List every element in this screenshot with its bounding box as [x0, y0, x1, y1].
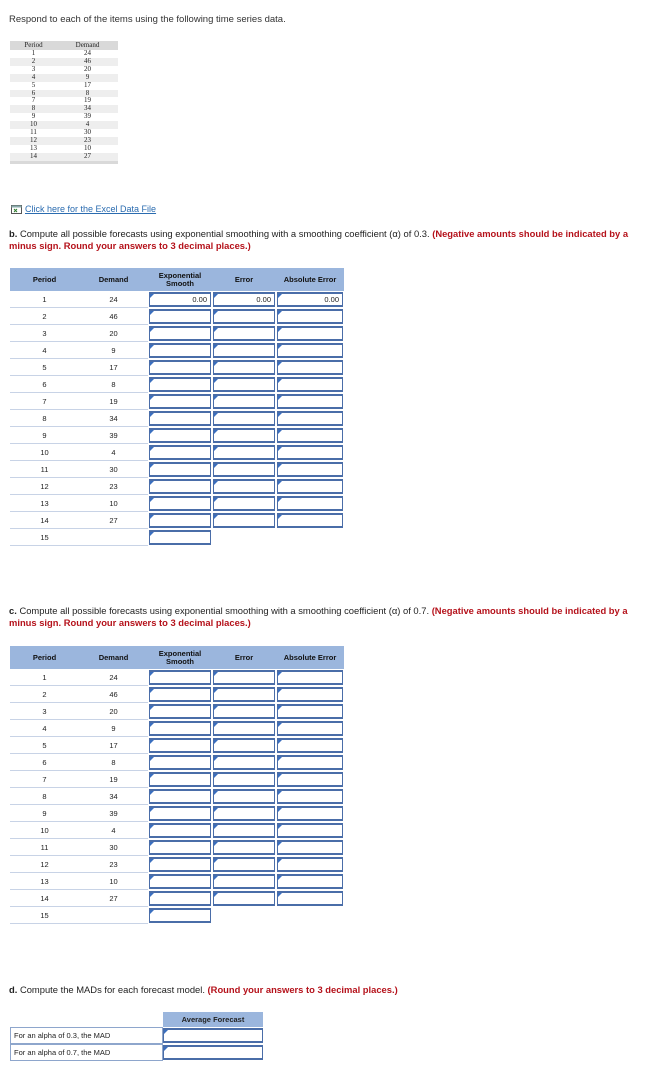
table-row	[10, 720, 344, 737]
data-row	[10, 145, 118, 153]
table-row	[10, 461, 344, 478]
alpha-0-3-error-input[interactable]	[213, 462, 275, 477]
demand-cell: 4	[57, 121, 118, 129]
table-row	[10, 669, 344, 686]
alpha-0-3-smooth-input[interactable]: 0.00	[149, 292, 211, 307]
table-row	[10, 703, 344, 720]
alpha-0-3-error-input[interactable]	[213, 428, 275, 443]
demand-cell: 30	[84, 128, 91, 137]
period-cell: 12	[10, 137, 57, 145]
period-cell: 6	[10, 90, 57, 98]
alpha-0-7-smooth-input[interactable]	[149, 874, 211, 889]
period-cell: 11	[10, 839, 79, 856]
table-row	[10, 839, 344, 856]
table-row	[10, 342, 344, 359]
demand-cell: 20	[79, 325, 148, 342]
data-header: Demand	[57, 41, 118, 50]
alpha-0-3-abs-error-input[interactable]: 0.00	[277, 292, 343, 307]
alpha-0-7-error-input[interactable]	[213, 755, 275, 770]
demand-cell: 24	[79, 291, 148, 308]
table-row	[10, 788, 344, 805]
period-cell: 2	[10, 308, 79, 325]
table-row	[10, 325, 344, 342]
mad-header-blank	[10, 1012, 163, 1027]
alpha-0-3-abs-error-input[interactable]	[277, 445, 343, 460]
data-row	[10, 97, 118, 105]
column-header: Period	[10, 646, 79, 669]
demand-cell: 9	[57, 74, 118, 82]
forecast-table-alpha-0-7	[10, 646, 344, 924]
demand-cell: 34	[57, 105, 118, 113]
period-cell: 11	[30, 128, 37, 137]
table-row	[10, 771, 344, 788]
period-cell: 13	[30, 143, 37, 152]
alpha-0-7-smooth-input[interactable]	[149, 823, 211, 838]
period-cell: 14	[10, 890, 79, 907]
alpha-0-3-abs-error-input[interactable]	[277, 496, 343, 511]
period-cell: 8	[10, 410, 79, 427]
demand-cell: 39	[79, 427, 148, 444]
column-header: Absolute Error	[276, 268, 344, 291]
period-cell: 2	[10, 686, 79, 703]
demand-cell: 10	[84, 143, 91, 152]
demand-cell: 23	[79, 856, 148, 873]
alpha-0-7-smooth-input[interactable]	[149, 738, 211, 753]
alpha-0-7-abs-error-input[interactable]	[277, 721, 343, 736]
alpha-0-7-smooth-input[interactable]	[149, 721, 211, 736]
period-cell: 15	[10, 529, 79, 546]
mad-alpha-0-3-input[interactable]	[163, 1028, 263, 1043]
column-header: Period	[10, 268, 79, 291]
alpha-0-3-abs-error-input[interactable]	[277, 411, 343, 426]
table-row	[10, 410, 344, 427]
table-row	[10, 291, 344, 308]
alpha-0-7-smooth-input[interactable]	[149, 670, 211, 685]
alpha-0-3-abs-error-input[interactable]	[277, 394, 343, 409]
alpha-0-7-abs-error-input[interactable]	[277, 687, 343, 702]
period-cell: 15	[10, 907, 79, 924]
data-row	[10, 113, 118, 121]
part-c-note: (Negative amounts should be indicated by a minus sign. Round your answers to 3 decimal places.)	[9, 605, 628, 628]
alpha-0-3-smooth-input[interactable]	[149, 428, 211, 443]
data-header: Period	[10, 41, 57, 50]
mad-alpha-0-7-input[interactable]	[163, 1045, 263, 1060]
alpha-0-7-abs-error-input[interactable]	[277, 874, 343, 889]
column-header: Exponential Smooth	[148, 268, 212, 291]
demand-cell: 10	[79, 873, 148, 890]
alpha-0-7-error-input[interactable]	[213, 789, 275, 804]
period-cell: 3	[31, 64, 36, 73]
alpha-0-3-error-input[interactable]	[213, 377, 275, 392]
column-header: Demand	[79, 646, 148, 669]
demand-cell: 24	[79, 669, 148, 686]
alpha-0-7-abs-error-input[interactable]	[277, 738, 343, 753]
period-cell: 9	[10, 427, 79, 444]
excel-data-link[interactable]	[11, 204, 156, 214]
mad-table	[10, 1012, 263, 1061]
alpha-0-7-smooth-input[interactable]	[149, 789, 211, 804]
table-row	[10, 873, 344, 890]
alpha-0-7-smooth-input[interactable]	[149, 857, 211, 872]
data-row	[10, 66, 118, 74]
alpha-0-7-abs-error-input[interactable]	[277, 806, 343, 821]
alpha-0-3-abs-error-input[interactable]	[277, 513, 343, 528]
table-row	[10, 478, 344, 495]
part-d-note: (Round your answers to 3 decimal places.)	[207, 984, 398, 995]
alpha-0-3-smooth-input[interactable]	[149, 496, 211, 511]
demand-cell: 27	[57, 153, 118, 161]
period-cell: 2	[10, 58, 57, 66]
table-row	[10, 907, 344, 924]
data-row	[10, 137, 118, 145]
demand-cell	[79, 907, 148, 924]
alpha-0-7-error-input[interactable]	[213, 891, 275, 906]
table-row	[10, 444, 344, 461]
alpha-0-3-abs-error-input[interactable]	[277, 462, 343, 477]
alpha-0-7-error-input[interactable]	[213, 772, 275, 787]
period-cell: 3	[10, 703, 79, 720]
alpha-0-7-abs-error-input[interactable]	[277, 789, 343, 804]
alpha-0-3-smooth-input[interactable]	[149, 513, 211, 528]
alpha-0-7-error-input[interactable]	[213, 823, 275, 838]
demand-cell: 27	[79, 890, 148, 907]
column-header: Exponential Smooth	[148, 646, 212, 669]
alpha-0-7-smooth-input[interactable]	[149, 891, 211, 906]
period-cell: 3	[10, 325, 79, 342]
demand-cell: 8	[79, 376, 148, 393]
period-cell: 11	[10, 461, 79, 478]
demand-cell: 39	[84, 112, 91, 121]
data-row	[10, 105, 118, 113]
alpha-0-3-error-input[interactable]	[213, 513, 275, 528]
part-b-label: b.	[9, 228, 18, 239]
period-cell: 4	[10, 720, 79, 737]
alpha-0-3-abs-error-input[interactable]	[277, 360, 343, 375]
demand-cell: 9	[79, 720, 148, 737]
demand-cell: 17	[79, 737, 148, 754]
period-cell: 13	[10, 873, 79, 890]
table-row	[10, 754, 344, 771]
part-d-instructions	[9, 984, 634, 996]
part-b-instructions	[9, 228, 634, 251]
table-row	[10, 427, 344, 444]
alpha-0-3-smooth-input[interactable]	[149, 462, 211, 477]
alpha-0-7-error-input[interactable]	[213, 857, 275, 872]
period-cell: 5	[10, 737, 79, 754]
table-row	[10, 512, 344, 529]
period-cell: 9	[10, 805, 79, 822]
period-cell: 10	[10, 444, 79, 461]
alpha-0-7-error-input[interactable]	[213, 806, 275, 821]
demand-cell: 10	[79, 495, 148, 512]
column-header: Absolute Error	[276, 646, 344, 669]
data-row	[10, 50, 118, 58]
alpha-0-7-error-input[interactable]	[213, 721, 275, 736]
period-cell: 7	[31, 96, 36, 105]
alpha-0-3-abs-error-input[interactable]	[277, 326, 343, 341]
part-d-label: d.	[9, 984, 18, 995]
table-row	[10, 393, 344, 410]
period-cell: 9	[31, 112, 36, 121]
table-row	[10, 359, 344, 376]
demand-cell: 46	[79, 686, 148, 703]
alpha-0-7-abs-error-input[interactable]	[277, 670, 343, 685]
forecast-table-alpha-0-3	[10, 268, 344, 546]
alpha-0-7-smooth-input[interactable]	[149, 806, 211, 821]
demand-cell: 34	[79, 410, 148, 427]
period-cell: 7	[10, 393, 79, 410]
period-cell: 4	[10, 342, 79, 359]
period-cell: 6	[10, 376, 79, 393]
alpha-0-3-error-input[interactable]	[213, 445, 275, 460]
alpha-0-7-error-input[interactable]	[213, 687, 275, 702]
part-c-text: Compute all possible forecasts using exponential smoothing with a smoothing coefficient (α) of 0.7.	[19, 605, 430, 616]
data-row	[10, 121, 118, 129]
table-row	[10, 805, 344, 822]
alpha-0-7-error-input[interactable]	[213, 738, 275, 753]
demand-cell: 23	[57, 137, 118, 145]
part-b-text: Compute all possible forecasts using exponential smoothing with a smoothing coefficient (α) of 0.3.	[19, 228, 430, 239]
table-row	[10, 376, 344, 393]
alpha-0-3-smooth-input[interactable]	[149, 479, 211, 494]
alpha-0-3-error-input[interactable]	[213, 326, 275, 341]
alpha-0-3-abs-error-input[interactable]	[277, 428, 343, 443]
period-cell: 10	[10, 822, 79, 839]
alpha-0-7-abs-error-input[interactable]	[277, 755, 343, 770]
alpha-0-3-error-input[interactable]	[213, 496, 275, 511]
alpha-0-3-abs-error-input[interactable]	[277, 343, 343, 358]
period-cell: 12	[10, 856, 79, 873]
alpha-0-3-abs-error-input[interactable]	[277, 377, 343, 392]
alpha-0-7-error-input[interactable]	[213, 840, 275, 855]
period-cell: 1	[31, 49, 36, 57]
demand-cell	[79, 529, 148, 546]
alpha-0-3-smooth-input[interactable]	[149, 326, 211, 341]
alpha-0-7-abs-error-input[interactable]	[277, 891, 343, 906]
demand-cell: 8	[79, 754, 148, 771]
demand-cell: 17	[84, 80, 91, 89]
demand-cell: 4	[79, 444, 148, 461]
alpha-0-7-smooth-input[interactable]	[149, 687, 211, 702]
table-row	[10, 890, 344, 907]
part-c-instructions	[9, 605, 634, 628]
demand-cell: 19	[79, 771, 148, 788]
demand-cell: 20	[84, 64, 91, 73]
data-row	[10, 74, 118, 82]
demand-cell: 39	[79, 805, 148, 822]
data-row	[10, 58, 118, 66]
table-row	[10, 686, 344, 703]
demand-cell: 46	[57, 58, 118, 66]
alpha-0-7-error-input[interactable]	[213, 704, 275, 719]
alpha-0-3-abs-error-input[interactable]	[277, 479, 343, 494]
period-cell: 12	[10, 478, 79, 495]
excel-link-label: Click here for the Excel Data File	[25, 204, 157, 214]
alpha-0-3-error-input[interactable]	[213, 479, 275, 494]
intro-text: Respond to each of the items using the following time series data.	[9, 14, 286, 25]
alpha-0-3-smooth-input[interactable]	[149, 377, 211, 392]
mad-row-label: For an alpha of 0.7, the MAD	[10, 1044, 163, 1061]
demand-cell: 20	[79, 703, 148, 720]
period-cell: 13	[10, 495, 79, 512]
period-cell: 8	[10, 788, 79, 805]
period-cell: 6	[10, 754, 79, 771]
data-row	[10, 82, 118, 90]
alpha-0-7-abs-error-input[interactable]	[277, 840, 343, 855]
alpha-0-3-smooth-input[interactable]	[149, 309, 211, 324]
demand-cell: 9	[79, 342, 148, 359]
alpha-0-7-abs-error-input[interactable]	[277, 704, 343, 719]
period-cell: 1	[10, 291, 79, 308]
table-row	[10, 856, 344, 873]
alpha-0-3-error-input[interactable]	[213, 360, 275, 375]
alpha-0-7-smooth-input[interactable]	[149, 704, 211, 719]
demand-cell: 23	[79, 478, 148, 495]
demand-cell: 30	[79, 839, 148, 856]
excel-file-icon	[11, 204, 22, 214]
period-cell: 14	[10, 512, 79, 529]
table-row	[10, 529, 344, 546]
part-d-text: Compute the MADs for each forecast model.	[19, 984, 205, 995]
table-row	[10, 822, 344, 839]
period-cell: 4	[10, 74, 57, 82]
data-row	[10, 129, 118, 137]
period-cell: 5	[31, 80, 36, 89]
period-cell: 7	[10, 771, 79, 788]
alpha-0-3-error-input[interactable]	[213, 394, 275, 409]
alpha-0-7-abs-error-input[interactable]	[277, 857, 343, 872]
demand-cell: 17	[79, 359, 148, 376]
period-cell: 5	[10, 359, 79, 376]
period-cell: 1	[10, 669, 79, 686]
demand-cell: 27	[79, 512, 148, 529]
column-header: Demand	[79, 268, 148, 291]
demand-cell: 8	[57, 90, 118, 98]
alpha-0-3-abs-error-input[interactable]	[277, 309, 343, 324]
part-c-label: c.	[9, 605, 17, 616]
demand-cell: 34	[79, 788, 148, 805]
alpha-0-3-smooth-input[interactable]	[149, 360, 211, 375]
alpha-0-7-smooth-input[interactable]	[149, 772, 211, 787]
period-cell: 8	[10, 105, 57, 113]
alpha-0-3-smooth-input[interactable]	[149, 343, 211, 358]
demand-cell: 30	[79, 461, 148, 478]
alpha-0-3-error-input[interactable]	[213, 309, 275, 324]
alpha-0-3-error-input[interactable]	[213, 411, 275, 426]
table-row	[10, 495, 344, 512]
period-cell: 10	[10, 121, 57, 129]
alpha-0-7-smooth-input[interactable]	[149, 755, 211, 770]
alpha-0-7-smooth-input[interactable]	[149, 908, 211, 923]
alpha-0-3-error-input[interactable]	[213, 343, 275, 358]
data-row	[10, 153, 118, 161]
period-cell: 14	[10, 153, 57, 161]
demand-cell: 19	[84, 96, 91, 105]
alpha-0-7-abs-error-input[interactable]	[277, 823, 343, 838]
alpha-0-7-error-input[interactable]	[213, 874, 275, 889]
demand-cell: 24	[84, 49, 91, 57]
mad-row-label: For an alpha of 0.3, the MAD	[10, 1027, 163, 1044]
alpha-0-3-smooth-input[interactable]	[149, 445, 211, 460]
demand-cell: 46	[79, 308, 148, 325]
mad-header: Average Forecast	[163, 1012, 263, 1027]
column-header: Error	[212, 268, 276, 291]
data-row	[10, 90, 118, 98]
part-b-note: (Negative amounts should be indicated by a minus sign. Round your answers to 3 decimal places.)	[9, 228, 629, 251]
column-header: Error	[212, 646, 276, 669]
alpha-0-3-smooth-input[interactable]	[149, 530, 211, 545]
alpha-0-7-smooth-input[interactable]	[149, 840, 211, 855]
demand-cell: 4	[79, 822, 148, 839]
alpha-0-3-error-input[interactable]: 0.00	[213, 292, 275, 307]
alpha-0-7-error-input[interactable]	[213, 670, 275, 685]
time-series-data-table	[10, 41, 118, 164]
table-row	[10, 737, 344, 754]
demand-cell: 19	[79, 393, 148, 410]
alpha-0-3-smooth-input[interactable]	[149, 411, 211, 426]
alpha-0-7-abs-error-input[interactable]	[277, 772, 343, 787]
alpha-0-3-smooth-input[interactable]	[149, 394, 211, 409]
table-row	[10, 308, 344, 325]
